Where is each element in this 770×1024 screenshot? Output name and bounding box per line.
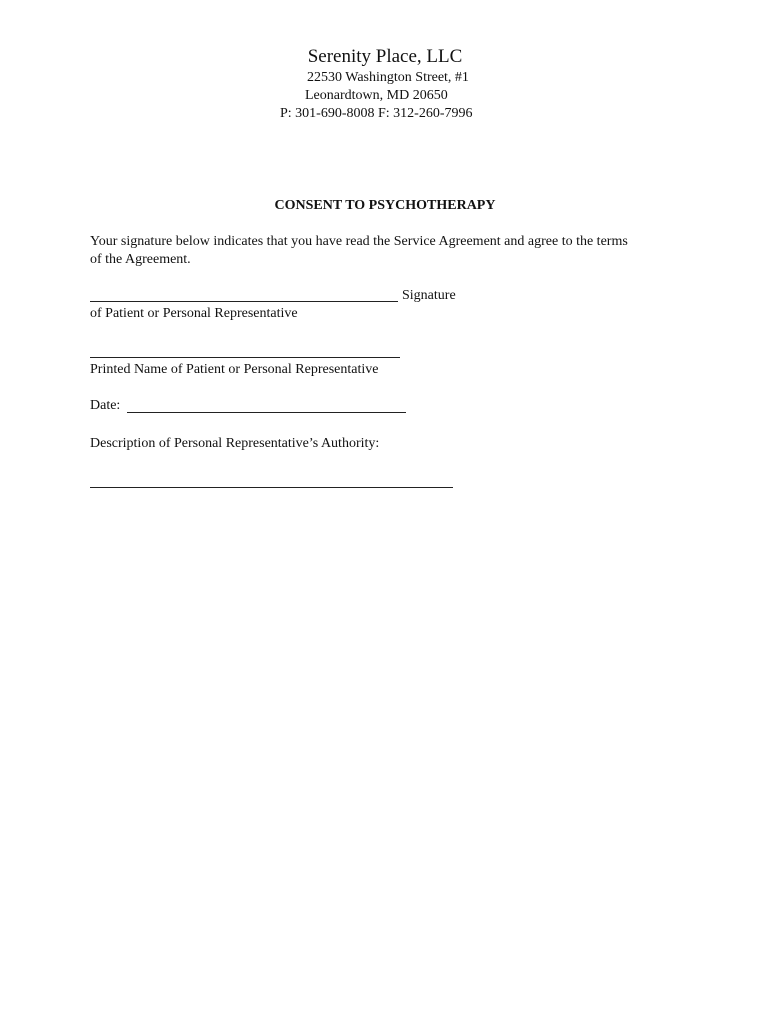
date-label: Date: [90, 398, 121, 413]
date-line[interactable] [127, 412, 406, 413]
authority-description-line[interactable] [90, 487, 453, 488]
intro-text-line1: Your signature below indicates that you have read the Service Agreement and agree to the terms [90, 234, 628, 249]
address-street: 22530 Washington Street, #1 [307, 70, 469, 85]
printed-name-label: Printed Name of Patient or Personal Representative [90, 362, 379, 377]
printed-name-line[interactable] [90, 357, 400, 358]
document-title: CONSENT TO PSYCHOTHERAPY [274, 198, 496, 213]
phone-fax: P: 301-690-8008 F: 312-260-7996 [280, 106, 473, 121]
signature-label: Signature [402, 288, 456, 303]
company-name: Serenity Place, LLC [307, 46, 463, 67]
address-city: Leonardtown, MD 20650 [305, 88, 448, 103]
authority-description-label: Description of Personal Representative’s Authority: [90, 436, 380, 451]
signature-label-continued: of Patient or Personal Representative [90, 306, 298, 321]
signature-line[interactable] [90, 301, 398, 302]
intro-text-line2: of the Agreement. [90, 252, 191, 267]
